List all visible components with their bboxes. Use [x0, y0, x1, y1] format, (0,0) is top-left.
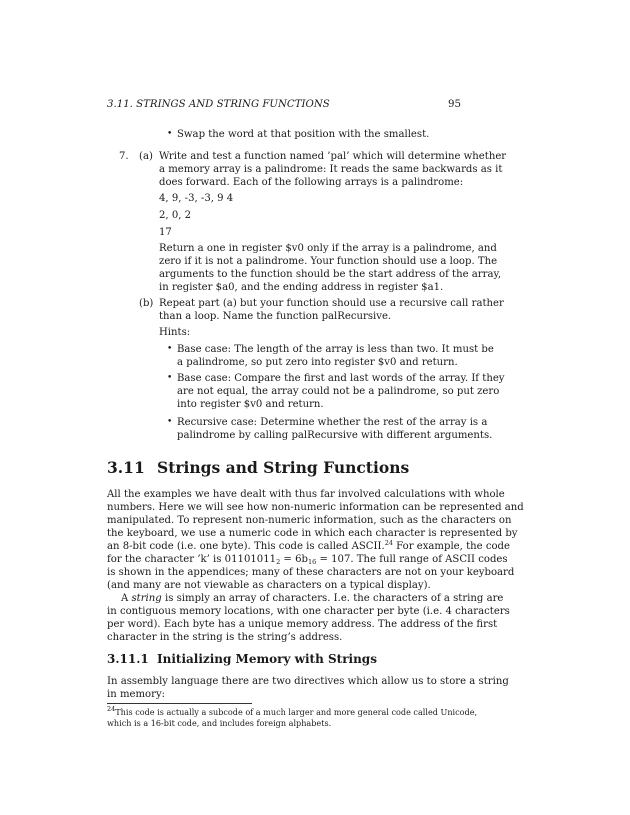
- palindrome-example: 2, 0, 2: [159, 210, 192, 221]
- bullet-icon: •: [167, 344, 173, 354]
- body-line: All the examples we have dealt with thus far involved calculations with whole: [107, 489, 505, 500]
- section-number: 3.11: [107, 458, 145, 477]
- body-text: = 107. The full range of ASCII codes: [316, 554, 508, 565]
- hint-line: are not equal, the array could not be a palindrome, so put zero: [177, 386, 500, 397]
- part-a-line: zero if it is not a palindrome. Your function should use a loop. The: [159, 256, 498, 267]
- subscript: 16: [307, 558, 317, 566]
- subsection-heading: [107, 651, 377, 667]
- bullet-icon: •: [167, 373, 173, 383]
- body-text: For example, the code: [392, 541, 510, 552]
- bullet-icon: •: [167, 129, 173, 139]
- part-b-label: (b): [139, 298, 154, 309]
- part-b-line: Repeat part (a) but your function should use a recursive call rather: [159, 298, 504, 309]
- section-heading: [107, 458, 409, 478]
- subsection-number: 3.11.1: [107, 652, 149, 666]
- body-line: [107, 540, 510, 553]
- footnote-mark: 24: [107, 705, 116, 713]
- body-line: [107, 553, 508, 566]
- exercise-number: 7.: [119, 151, 129, 162]
- section-title: Strings and String Functions: [157, 458, 410, 477]
- part-a-line: Write and test a function named ’pal’ which will determine whether: [159, 151, 507, 162]
- palindrome-example: 4, 9, -3, -3, 9 4: [159, 193, 234, 204]
- body-line: the keyboard, we use a numeric code in which each character is represented by: [107, 528, 518, 539]
- part-a-line: arguments to the function should be the start address of the array,: [159, 269, 502, 280]
- subscript: 2: [276, 558, 281, 566]
- running-title: 3.11. STRINGS AND STRING FUNCTIONS: [107, 99, 330, 110]
- footnote-line: [107, 707, 477, 718]
- part-a-line: a memory array is a palindrome: It reads the same backwards as it: [159, 164, 503, 175]
- body-text: for the character ’k’ is 01101011: [107, 554, 277, 565]
- body-line: in contiguous memory locations, with one character per byte (i.e. 4 characters: [107, 606, 510, 617]
- bullet-icon: •: [167, 417, 173, 427]
- footnote-rule: [107, 703, 252, 704]
- hint-line: Base case: Compare the first and last words of the array. If they: [177, 373, 505, 384]
- part-a-label: (a): [139, 151, 153, 162]
- hint-line: Recursive case: Determine whether the rest of the array is a: [177, 417, 488, 428]
- body-text: an 8-bit code (i.e. one byte). This code is called ASCII.: [107, 541, 385, 552]
- body-line: manipulated. To represent non-numeric information, such as the characters on: [107, 515, 512, 526]
- hint-line: into register $v0 and return.: [177, 399, 324, 410]
- footnote-ref: 24: [384, 539, 393, 547]
- hints-label: Hints:: [159, 327, 191, 338]
- page-number: 95: [448, 99, 461, 110]
- palindrome-example: 17: [159, 227, 172, 238]
- body-line: in memory:: [107, 689, 166, 700]
- footnote-line: which is a 16-bit code, and includes foreign alphabets.: [107, 718, 332, 728]
- hint-line: palindrome by calling palRecursive with different arguments.: [177, 430, 493, 441]
- body-line: numbers. Here we will see how non-numeric information can be represented and: [107, 502, 524, 513]
- body-line: is shown in the appendices; many of these characters are not on your keyboard: [107, 567, 515, 578]
- part-b-line: than a loop. Name the function palRecursive.: [159, 311, 392, 322]
- body-text: A: [121, 593, 132, 604]
- body-line: [121, 592, 503, 605]
- bullet-line: Swap the word at that position with the smallest.: [177, 129, 430, 140]
- body-line: In assembly language there are two directives which allow us to store a string: [107, 676, 509, 687]
- running-header: [107, 98, 461, 112]
- body-text: = 6b: [280, 554, 308, 565]
- hint-line: a palindrome, so put zero into register $v0 and return.: [177, 357, 458, 368]
- body-text: is simply an array of characters. I.e. the characters of a string are: [161, 593, 504, 604]
- part-a-line: in register $a0, and the ending address in register $a1.: [159, 282, 444, 293]
- footnote-text: This code is actually a subcode of a much larger and more general code called Unicode,: [115, 707, 478, 717]
- emphasis: string: [131, 593, 162, 604]
- body-line: per word). Each byte has a unique memory address. The address of the first: [107, 619, 498, 630]
- part-a-line: does forward. Each of the following arrays is a palindrome:: [159, 177, 464, 188]
- hint-line: Base case: The length of the array is less than two. It must be: [177, 344, 494, 355]
- body-line: (and many are not viewable as characters on a typical display).: [107, 580, 431, 591]
- subsection-title: Initializing Memory with Strings: [157, 652, 377, 666]
- part-a-line: Return a one in register $v0 only if the array is a palindrome, and: [159, 243, 497, 254]
- body-line: character in the string is the string’s address.: [107, 632, 343, 643]
